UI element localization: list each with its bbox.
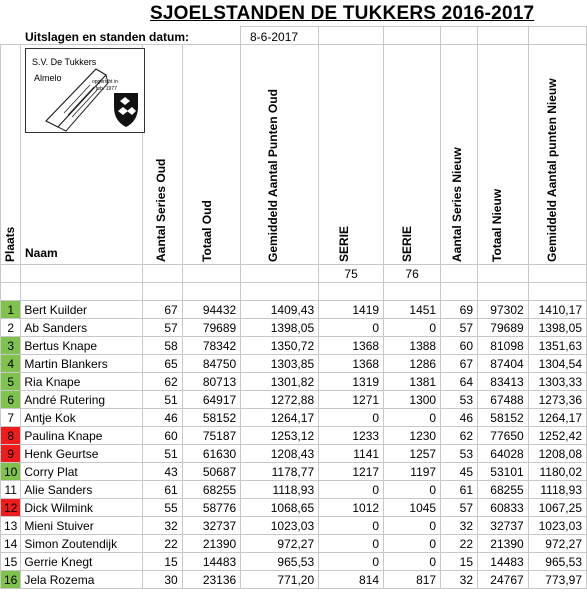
standings-date: 8-6-2017 [250,30,299,44]
plaats-header: Plaats [3,226,17,262]
aantal-series-oud-cell: 15 [142,553,182,571]
aantal-series-nieuw-cell: 45 [441,463,478,481]
totaal-nieuw-cell: 81098 [478,337,529,355]
shield-icon [114,93,138,127]
table-row [1,301,587,319]
totaal-oud-cell: 21390 [182,535,241,553]
serie2-cell: 0 [384,319,441,337]
place-cell: 2 [1,319,21,337]
table-row [1,409,587,427]
gem-oud-cell: 1208,43 [241,445,319,463]
serie1-cell: 1368 [319,337,384,355]
totaal-oud-cell: 32737 [182,517,241,535]
totaal-nieuw-cell: 64028 [478,445,529,463]
gem-nieuw-cell: 1398,05 [528,319,586,337]
serie1-cell: 0 [319,553,384,571]
table-row [1,337,587,355]
totaal-oud-cell: 78342 [182,337,241,355]
gem-nieuw-cell: 1304,54 [528,355,586,373]
gem-nieuw-cell: 965,53 [528,553,586,571]
aantal-series-nieuw-cell: 53 [441,445,478,463]
gem-nieuw-cell: 1067,25 [528,499,586,517]
subtitle: Uitslagen en standen datum: [25,30,190,44]
gem-oud-cell: 771,20 [241,571,319,589]
serie1-cell: 0 [319,517,384,535]
totaal-oud-cell: 68255 [182,481,241,499]
aantal-series-oud-cell: 51 [142,391,182,409]
place-cell: 4 [1,355,21,373]
aantal-series-oud-cell: 46 [142,409,182,427]
aantal-series-nieuw-cell: 32 [441,517,478,535]
totaal-oud-cell: 14483 [182,553,241,571]
serie2-cell: 1451 [384,301,441,319]
serie1-cell: 1319 [319,373,384,391]
totaal-oud-header: Totaal Oud [200,200,214,262]
gem-nieuw-cell: 1303,33 [528,373,586,391]
name-cell: Bert Kuilder [21,301,142,319]
aantal-series-oud-cell: 60 [142,427,182,445]
gem-oud-cell: 972,27 [241,535,319,553]
aantal-series-oud-cell: 30 [142,571,182,589]
totaal-nieuw-cell: 67488 [478,391,529,409]
table-row [1,391,587,409]
serie1-cell: 1419 [319,301,384,319]
aantal-series-oud-cell: 65 [142,355,182,373]
gem-oud-cell: 1272,88 [241,391,319,409]
table-row [1,481,587,499]
table-row [1,355,587,373]
gem-oud-cell: 1409,43 [241,301,319,319]
serie1-header: SERIE [337,225,351,262]
place-cell: 12 [1,499,21,517]
totaal-nieuw-cell: 21390 [478,535,529,553]
serie2-cell: 1230 [384,427,441,445]
gem-oud-header: Gemiddeld Aantal Punten Oud [266,89,280,262]
totaal-nieuw-cell: 60833 [478,499,529,517]
serie1-cell: 1012 [319,499,384,517]
serie1-cell: 1368 [319,355,384,373]
aantal-series-nieuw-cell: 46 [441,409,478,427]
aantal-series-nieuw-cell: 69 [441,301,478,319]
gem-oud-cell: 1178,77 [241,463,319,481]
logo-club-name: S.V. De Tukkers [32,57,97,67]
gem-oud-cell: 1118,93 [241,481,319,499]
totaal-nieuw-cell: 83413 [478,373,529,391]
table-row [1,445,587,463]
serie2-cell: 0 [384,481,441,499]
serie2-cell: 1045 [384,499,441,517]
serie1-number: 75 [319,265,384,283]
aantal-series-nieuw-cell: 60 [441,337,478,355]
name-cell: Ab Sanders [21,319,142,337]
page-title: SJOELSTANDEN DE TUKKERS 2016-2017 [150,3,535,24]
serie1-cell: 0 [319,409,384,427]
serie2-cell: 0 [384,535,441,553]
totaal-nieuw-cell: 87404 [478,355,529,373]
name-cell: Dick Wilmink [21,499,142,517]
serie2-cell: 0 [384,409,441,427]
name-cell: Bertus Knape [21,337,142,355]
aantal-series-oud-cell: 57 [142,319,182,337]
totaal-oud-cell: 80713 [182,373,241,391]
serie2-header: SERIE [400,225,414,262]
totaal-nieuw-cell: 79689 [478,319,529,337]
totaal-oud-cell: 58152 [182,409,241,427]
aantal-series-oud-cell: 61 [142,481,182,499]
place-cell: 10 [1,463,21,481]
name-cell: Corry Plat [21,463,142,481]
table-row [1,517,587,535]
place-cell: 8 [1,427,21,445]
table-row [1,571,587,589]
aantal-series-nieuw-cell: 57 [441,319,478,337]
totaal-nieuw-cell: 68255 [478,481,529,499]
serie2-cell: 1300 [384,391,441,409]
serie2-number: 76 [384,265,441,283]
place-cell: 3 [1,337,21,355]
name-cell: André Rutering [21,391,142,409]
serie2-cell: 1388 [384,337,441,355]
place-cell: 16 [1,571,21,589]
totaal-nieuw-cell: 77650 [478,427,529,445]
table-row [1,499,587,517]
gem-oud-cell: 1398,05 [241,319,319,337]
place-cell: 14 [1,535,21,553]
gem-oud-cell: 1350,72 [241,337,319,355]
aantal-series-nieuw-cell: 22 [441,535,478,553]
aantal-series-nieuw-cell: 57 [441,499,478,517]
serie-number-row [1,265,587,283]
gem-oud-cell: 1023,03 [241,517,319,535]
totaal-nieuw-cell: 97302 [478,301,529,319]
serie1-cell: 0 [319,481,384,499]
totaal-oud-cell: 61630 [182,445,241,463]
gem-oud-cell: 1068,65 [241,499,319,517]
table-row [1,553,587,571]
club-logo-graphic [26,49,144,132]
aantal-series-oud-cell: 22 [142,535,182,553]
name-cell: Henk Geurtse [21,445,142,463]
aantal-series-oud-header: Aantal Series Oud [154,158,168,262]
totaal-oud-cell: 50687 [182,463,241,481]
serie1-cell: 1233 [319,427,384,445]
name-cell: Mieni Stuiver [21,517,142,535]
gem-nieuw-cell: 1118,93 [528,481,586,499]
gem-nieuw-cell: 972,27 [528,535,586,553]
gem-oud-cell: 965,53 [241,553,319,571]
aantal-series-nieuw-cell: 62 [441,427,478,445]
totaal-oud-cell: 75187 [182,427,241,445]
gem-nieuw-cell: 1273,36 [528,391,586,409]
aantal-series-nieuw-cell: 64 [441,373,478,391]
name-cell: Jela Rozema [21,571,142,589]
serie2-cell: 1257 [384,445,441,463]
totaal-oud-cell: 94432 [182,301,241,319]
naam-header: Naam [25,246,58,260]
name-cell: Martin Blankers [21,355,142,373]
table-row [1,319,587,337]
totaal-nieuw-cell: 24767 [478,571,529,589]
logo-founded-2: feb. 1977 [96,86,117,92]
serie1-cell: 1271 [319,391,384,409]
name-cell: Alie Sanders [21,481,142,499]
gem-oud-cell: 1303,85 [241,355,319,373]
gem-oud-cell: 1301,82 [241,373,319,391]
place-cell: 6 [1,391,21,409]
totaal-oud-cell: 64917 [182,391,241,409]
gem-nieuw-cell: 1208,08 [528,445,586,463]
totaal-nieuw-header: Totaal Nieuw [490,188,504,262]
place-cell: 7 [1,409,21,427]
place-cell: 5 [1,373,21,391]
table-row [1,463,587,481]
gem-oud-cell: 1264,17 [241,409,319,427]
aantal-series-oud-cell: 43 [142,463,182,481]
logo-founded-1: opgericht in [92,79,118,85]
table-row [1,373,587,391]
name-cell: Ria Knape [21,373,142,391]
place-cell: 1 [1,301,21,319]
totaal-oud-cell: 23136 [182,571,241,589]
aantal-series-oud-cell: 58 [142,337,182,355]
serie2-cell: 1381 [384,373,441,391]
gem-nieuw-cell: 1264,17 [528,409,586,427]
gem-nieuw-cell: 1410,17 [528,301,586,319]
table-row [1,427,587,445]
serie2-cell: 1286 [384,355,441,373]
aantal-series-oud-cell: 51 [142,445,182,463]
totaal-oud-cell: 84750 [182,355,241,373]
place-cell: 15 [1,553,21,571]
serie2-cell: 817 [384,571,441,589]
place-cell: 13 [1,517,21,535]
aantal-series-oud-cell: 55 [142,499,182,517]
gem-nieuw-cell: 1351,63 [528,337,586,355]
place-cell: 11 [1,481,21,499]
aantal-series-nieuw-cell: 15 [441,553,478,571]
serie1-cell: 814 [319,571,384,589]
logo-city: Almelo [34,73,62,83]
club-logo [25,48,145,133]
totaal-oud-cell: 58776 [182,499,241,517]
aantal-series-oud-cell: 67 [142,301,182,319]
serie2-cell: 0 [384,517,441,535]
aantal-series-nieuw-cell: 32 [441,571,478,589]
serie1-cell: 0 [319,535,384,553]
totaal-nieuw-cell: 58152 [478,409,529,427]
totaal-oud-cell: 79689 [182,319,241,337]
gem-nieuw-cell: 1023,03 [528,517,586,535]
aantal-series-oud-cell: 62 [142,373,182,391]
serie1-cell: 0 [319,319,384,337]
serie1-cell: 1141 [319,445,384,463]
gem-nieuw-cell: 1180,02 [528,463,586,481]
name-cell: Paulina Knape [21,427,142,445]
name-cell: Simon Zoutendijk [21,535,142,553]
gem-nieuw-cell: 773,97 [528,571,586,589]
place-cell: 9 [1,445,21,463]
aantal-series-oud-cell: 32 [142,517,182,535]
table-row [1,535,587,553]
aantal-series-nieuw-header: Aantal Series Nieuw [450,147,464,262]
gem-oud-cell: 1253,12 [241,427,319,445]
totaal-nieuw-cell: 53101 [478,463,529,481]
aantal-series-nieuw-cell: 53 [441,391,478,409]
serie2-cell: 1197 [384,463,441,481]
aantal-series-nieuw-cell: 67 [441,355,478,373]
serie2-cell: 0 [384,553,441,571]
name-cell: Gerrie Knegt [21,553,142,571]
name-cell: Antje Kok [21,409,142,427]
gem-nieuw-header: Gemiddeld Aantal punten Nieuw [545,78,559,262]
gem-nieuw-cell: 1252,42 [528,427,586,445]
serie1-cell: 1217 [319,463,384,481]
totaal-nieuw-cell: 32737 [478,517,529,535]
totaal-nieuw-cell: 14483 [478,553,529,571]
aantal-series-nieuw-cell: 61 [441,481,478,499]
